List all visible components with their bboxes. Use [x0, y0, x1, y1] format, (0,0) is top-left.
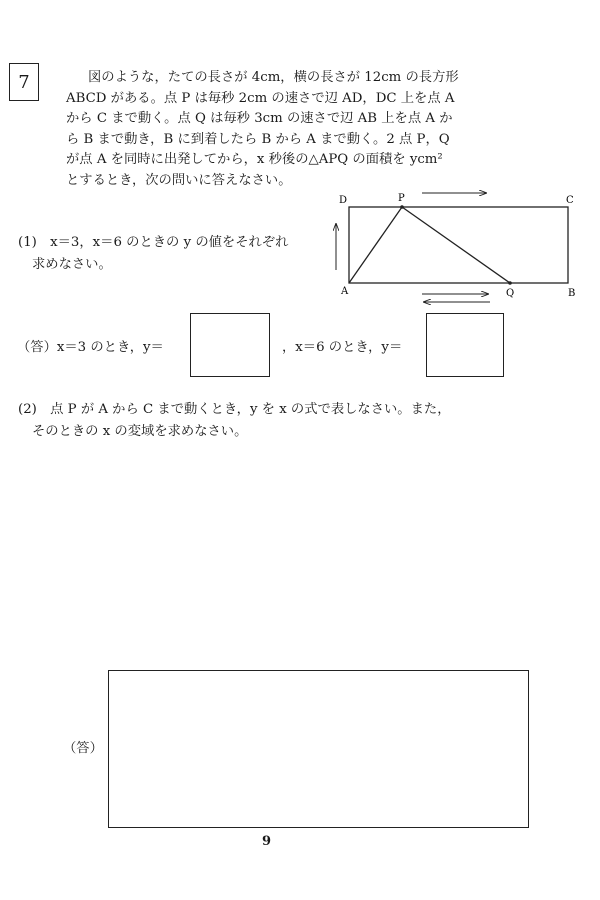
segment-ap [349, 207, 402, 283]
intro-line: 図のような，たての長さが 4cm，横の長さが 12cm の長方形 [88, 70, 459, 85]
label-c: C [566, 195, 574, 206]
page-number: 9 [262, 834, 272, 849]
intro-line: とするとき，次の問いに答えなさい。 [66, 172, 292, 188]
intro-line: が点 A を同時に出発してから，x 秒後の△APQ の面積を ycm² [66, 152, 443, 168]
point-p-dot [400, 205, 404, 209]
answer-1-separator: ，x＝6 のとき，y＝ [282, 340, 403, 355]
question-1 [18, 232, 288, 276]
answer-box-2[interactable] [108, 670, 529, 828]
question-1-line: (1) x＝3，x＝6 のときの y の値をそれぞれ [18, 235, 289, 250]
answer-box-x6[interactable] [426, 313, 504, 377]
label-p: P [398, 193, 405, 204]
rectangle-abcd [349, 207, 568, 283]
label-d: D [339, 195, 348, 206]
intro-line: ABCD がある。点 P は毎秒 2cm の速さで辺 AD，DC 上を点 A [66, 90, 455, 106]
intro-line: から C まで動く。点 Q は毎秒 3cm の速さで辺 AB 上を点 A か [66, 111, 453, 127]
answer-1-label: （答）x＝3 のとき，y＝ [17, 340, 164, 355]
question-2-line: そのときの x の変域を求めなさい。 [32, 424, 248, 439]
label-q: Q [506, 288, 515, 299]
point-q-dot [508, 281, 512, 285]
segment-pq [402, 207, 510, 283]
label-b: B [568, 288, 576, 299]
intro-line: ら B まで動き，B に到着したら B から A まで動く。2 点 P，Q [66, 131, 450, 147]
question-2-line: (2) 点 P が A から C まで動くとき，y を x の式で表しなさい。また， [18, 402, 451, 417]
problem-number: 7 [18, 71, 30, 93]
rectangle-figure [320, 186, 590, 306]
answer-box-x3[interactable] [190, 313, 270, 377]
question-1-line: 求めなさい。 [32, 257, 112, 272]
problem-number-box [9, 63, 39, 101]
label-a: A [341, 286, 349, 297]
answer-2-label: （答） [63, 741, 103, 756]
problem-intro [66, 68, 510, 192]
question-2 [18, 399, 451, 443]
